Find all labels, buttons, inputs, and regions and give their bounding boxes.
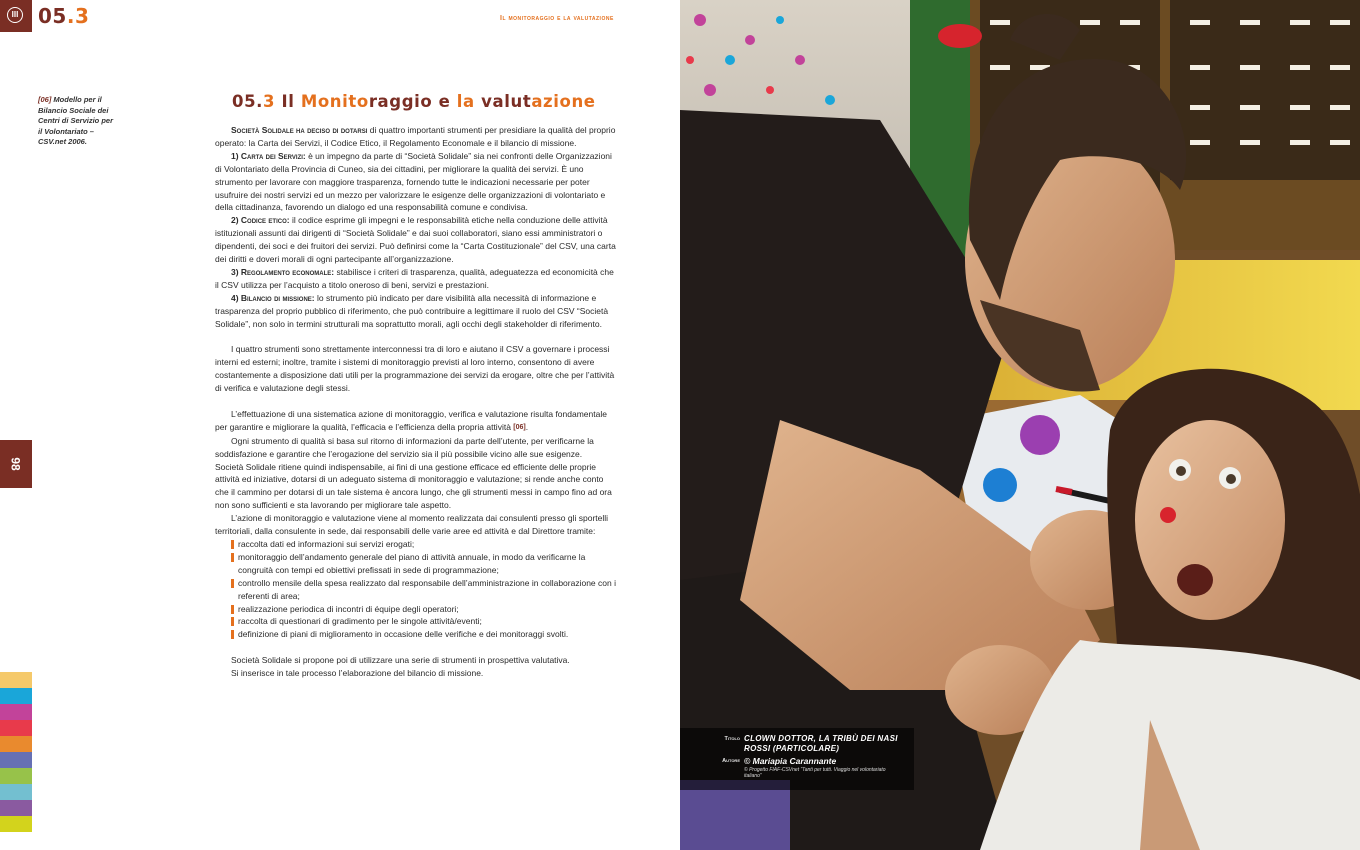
color-bar xyxy=(0,672,32,832)
list-item: monitoraggio dell’andamento generale del piano di attività annuale, in modo da verificarne la congruità con tempi ed obiettivi prefissati in sede di programmazione; xyxy=(231,551,617,577)
footnote-ref: [06] xyxy=(513,423,526,431)
list-item: realizzazione periodica di incontri di équipe degli operatori; xyxy=(231,603,617,616)
caption-title: CLOWN DOTTOR, LA TRIBÙ DEI NASI ROSSI (PARTICOLARE) xyxy=(744,734,898,753)
list-item: definizione di piani di miglioramento in occasione delle verifiche e dei monitoraggi svolti. xyxy=(231,628,617,641)
running-head: Il monitoraggio e la valutazione xyxy=(500,15,614,22)
page-number: 98 xyxy=(8,457,23,471)
color-swatch xyxy=(0,784,32,800)
section-badge-icon: III xyxy=(7,7,23,23)
list-item: raccolta di questionari di gradimento per le singole attività/eventi; xyxy=(231,615,617,628)
monitoring-list xyxy=(215,538,617,641)
item-bilancio-missione: 4) Bilancio di missione: lo strumento più indicato per dare visibilità alla necessità di informazione e trasparenza del proprio pubblico di riferimento, che può contribuire a legittimare il ruolo del CSV “Società Solidale”, non solo in termini strutturali ma soprattutto morali, agli occhi degli stakeholder di riferimento. xyxy=(215,292,609,329)
section-heading: 05.3 Il Monitoraggio e la valutazione xyxy=(232,92,596,111)
article-body xyxy=(215,124,617,680)
list-item: controllo mensile della spesa realizzato dal responsabile dell’amministrazione in collaborazione con i referenti di area; xyxy=(231,577,617,603)
color-swatch xyxy=(0,720,32,736)
section-code: 05.3 xyxy=(38,4,90,28)
page-number-tab xyxy=(0,440,32,488)
caption-author: © Mariapia Carannante xyxy=(744,756,837,766)
side-note xyxy=(38,95,118,148)
color-swatch xyxy=(0,688,32,704)
side-note-ref: [06] xyxy=(38,95,52,104)
item-codice-etico: 2) Codice etico: il codice esprime gli impegni e le responsabilità etiche nella conduzione delle attività istituzionali assunti dai dirigenti di “Società Solidale” e dai suoi collaboratori, siano essi amministratori o dipendenti, dei soci e dei fruitori dei servizi. Può definirsi come la “Carta Costituzionale” del CSV, una carta dei diritti e doveri morali di ogni partecipante all’organizzazione. xyxy=(215,215,616,265)
paragraph-monitoraggio: L’effettuazione di una sistematica azione di monitoraggio, verifica e valutazione risulta fondamentale per garantire e migliorare la qualità, l’efficacia e l’efficienza della propria attività [06]. xyxy=(215,408,607,432)
caption-title-label: Titolo xyxy=(724,736,740,742)
color-swatch xyxy=(0,768,32,784)
paragraph-bilancio: Si inserisce in tale processo l’elaborazione del bilancio di missione. xyxy=(231,668,484,679)
intro-paragraph: Società Solidale ha deciso di dotarsi di quattro importanti strumenti per presidiare la qualità del proprio operato: la Carta dei Servizi, il Codice Etico, il Regolamento Economale e il bilancio di missione. xyxy=(215,125,616,148)
paragraph-azione: L’azione di monitoraggio e valutazione viene al momento realizzata dai consulenti presso gli sportelli territoriali, dalla consulente in sede, dai responsabili delle varie aree ed attività e dal Direttore tramite: xyxy=(215,513,609,537)
color-swatch xyxy=(0,800,32,816)
color-swatch xyxy=(0,672,32,688)
caption-author-label: Autore xyxy=(722,758,740,764)
color-swatch xyxy=(0,816,32,832)
item-carta-servizi: 1) Carta dei Servizi: è un impegno da parte di “Società Solidale” sia nei confronti delle Organizzazioni di Volontariato della Provincia di Cuneo, sia dei cittadini, per migliorare la qualità dei servizi. È uno strumento per lavorare con maggiore trasparenza, fornendo tutte le indicazioni necessarie per poter usufruire dei nostri servizi ed un mezzo per valorizzare le esigenze delle organizzazioni di volontariato e della cittadinanza, favorendo un dialogo ed una responsabilità comune e condivisa. xyxy=(215,150,612,213)
color-swatch xyxy=(0,704,32,720)
color-swatch xyxy=(0,736,32,752)
paragraph-gestione: Società Solidale ritiene quindi indispensabile, ai fini di una gestione efficace ed efficiente delle proprie attività ed iniziative, dotarsi di un adeguato sistema di monitoraggio e valutazione; si rende anche conto che il cammino per dotarsi di un tale sistema è ancora lungo, che gli strumenti messi in campo fino ad ora non sono sufficienti e sta lavorando per migliorare tale aspetto. xyxy=(215,461,612,511)
side-note-text: Modello per il Bilancio Sociale dei Centri di Servizio per il Volontariato – CSV.net 2006. xyxy=(38,95,114,146)
photo-caption xyxy=(680,728,914,790)
paragraph-prospettiva: Società Solidale si propone poi di utilizzare una serie di strumenti in prospettiva valutativa. xyxy=(231,655,570,666)
paragraph-qualita: Ogni strumento di qualità si basa sul ritorno di informazioni da parte dell’utente, per verificarne la soddisfazione e garantire che l’erogazione del servizio sia il più possibile vicino alle sue esigenze. xyxy=(215,435,594,459)
list-item: raccolta dati ed informazioni sui servizi erogati; xyxy=(231,538,617,551)
caption-credit: © Progetto FIAF-CSVnet “Tanti per tutti. Viaggio nel volontariato italiano” xyxy=(744,767,886,779)
paragraph-strumenti: I quattro strumenti sono strettamente interconnessi tra di loro e aiutano il CSV a governare i processi interni ed esterni; inoltre, tramite i sistemi di monitoraggio previsti al loro interno, consentono di avere costantemente a disposizione dati utili per la programmazione dei servizi da erogare, oltre che per l’attività di verifica e valutazione degli stessi. xyxy=(215,344,615,394)
photo-clown-doctor xyxy=(680,0,1360,850)
section-tab xyxy=(0,0,32,32)
photo-illustration xyxy=(680,0,1360,850)
color-swatch xyxy=(0,752,32,768)
article xyxy=(215,92,617,680)
item-regolamento-economale: 3) Regolamento economale: stabilisce i criteri di trasparenza, qualità, adeguatezza ed economicità che il CSV utilizza per l’acquisto a titolo oneroso di beni, servizi e prestazioni. xyxy=(215,266,614,290)
